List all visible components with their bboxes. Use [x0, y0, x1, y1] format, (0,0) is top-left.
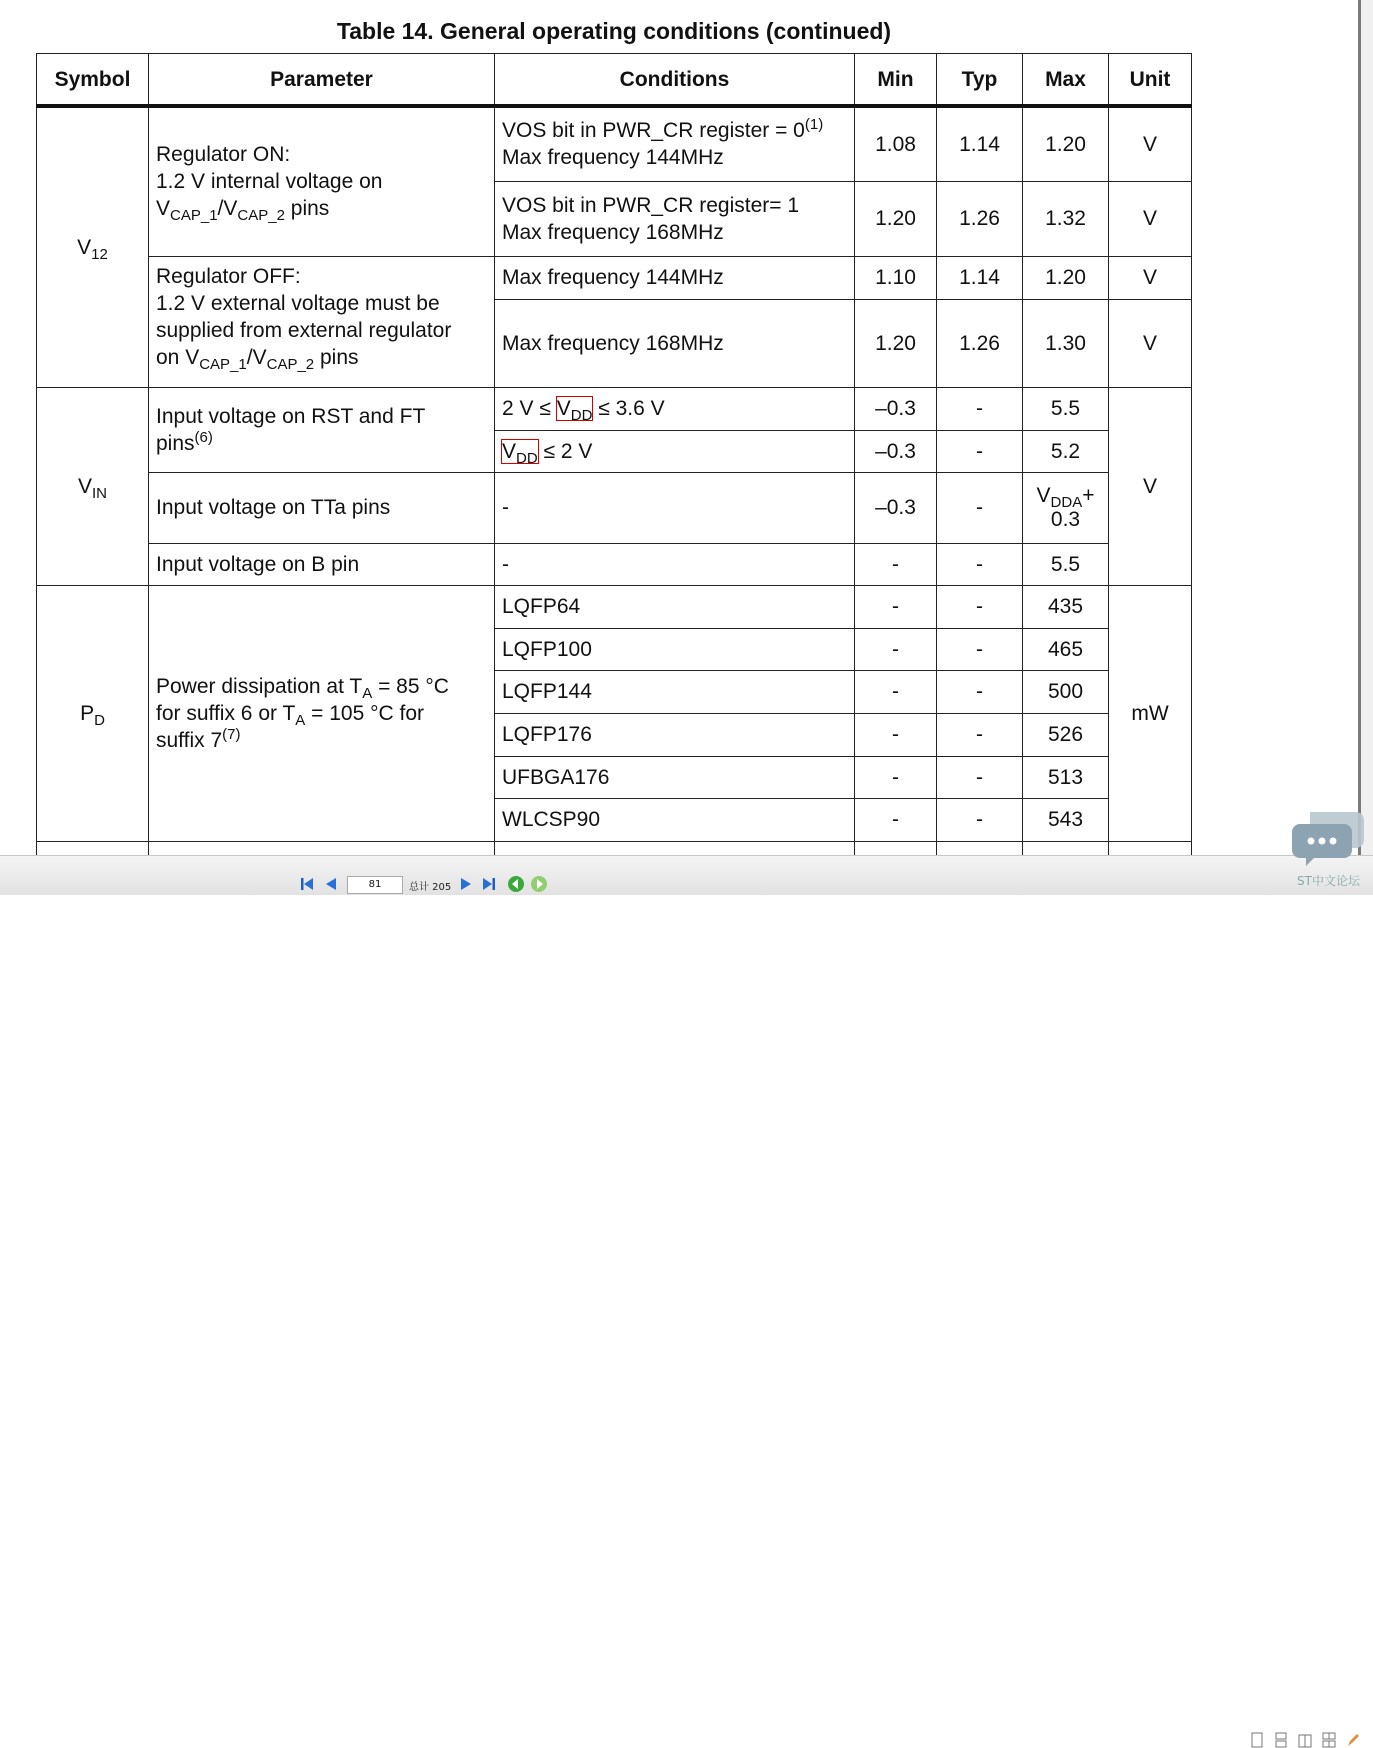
param-power-dissipation: Power dissipation at $T_A = 85$ °C for suffix 6 or $T_A = 105$ °C for suffix 7$^{(7)}$	[149, 585, 495, 841]
package-cell: LQFP176	[495, 713, 855, 756]
min-cell: 1.20	[855, 181, 937, 256]
param-tta: Input voltage on TTa pins	[149, 472, 495, 543]
package-cell: WLCSP90	[495, 798, 855, 841]
max-cell: 1.20	[1023, 256, 1109, 299]
typ-cell: -	[937, 585, 1023, 628]
single-page-icon[interactable]	[1250, 1732, 1264, 1748]
min-cell: -	[855, 543, 937, 585]
cond-cell: -	[495, 472, 855, 543]
unit-cell: V	[1109, 387, 1192, 585]
table-row	[37, 106, 1192, 181]
header-row	[37, 54, 1192, 107]
typ-cell: 1.26	[937, 181, 1023, 256]
table-row	[37, 256, 1192, 299]
package-cell: LQFP64	[495, 585, 855, 628]
typ-cell: -	[937, 430, 1023, 472]
prev-page-icon[interactable]	[322, 875, 340, 893]
forward-icon[interactable]	[530, 875, 548, 893]
max-cell: 465	[1023, 628, 1109, 670]
min-cell: –0.3	[855, 387, 937, 430]
vdd-highlight: $V_{DD}$	[502, 439, 538, 467]
max-cell: 1.20	[1023, 106, 1109, 181]
continuous-facing-icon[interactable]	[1322, 1732, 1336, 1748]
header-typ: Typ	[937, 54, 1023, 107]
min-cell: -	[855, 798, 937, 841]
unit-cell: V	[1109, 181, 1192, 256]
table-row	[37, 543, 1192, 585]
document-page	[0, 0, 1358, 855]
max-cell: 513	[1023, 756, 1109, 798]
param-rst-ft: Input voltage on RST and FT pins$^{(6)}$	[149, 387, 495, 472]
param-regulator-off: Regulator OFF: 1.2 V external voltage must be supplied from external regulator on $V_{CAP\_1}/V_{CAP\_2}$ pins	[149, 256, 495, 387]
typ-cell: -	[937, 387, 1023, 430]
cond-144mhz: Max frequency 144MHz	[495, 256, 855, 299]
min-cell: -	[855, 585, 937, 628]
typ-cell: -	[937, 713, 1023, 756]
max-cell: 5.5	[1023, 387, 1109, 430]
max-cell: $V_{DDA}+$ 0.3	[1023, 472, 1109, 543]
typ-cell: 1.26	[937, 299, 1023, 387]
typ-cell: -	[937, 543, 1023, 585]
cond-vdd-low: $V_{DD} \le 2$ V	[495, 430, 855, 472]
header-min: Min	[855, 54, 937, 107]
min-cell: –0.3	[855, 472, 937, 543]
unit-cell: V	[1109, 299, 1192, 387]
header-parameter: Parameter	[149, 54, 495, 107]
max-cell: 1.30	[1023, 299, 1109, 387]
min-cell: -	[855, 713, 937, 756]
cond-cell: -	[495, 543, 855, 585]
cond-vos0: VOS bit in PWR_CR register = $0^{(1)}$ Max frequency 144MHz	[495, 106, 855, 181]
forum-watermark: ST中文论坛	[1297, 874, 1360, 888]
table-row	[37, 585, 1192, 628]
min-cell: -	[855, 670, 937, 713]
min-cell: 1.10	[855, 256, 937, 299]
first-page-icon[interactable]	[298, 875, 316, 893]
min-cell: -	[855, 756, 937, 798]
chat-bubble-icon[interactable]	[1292, 810, 1364, 870]
page-number-input[interactable]: 81	[347, 876, 403, 894]
unit-cell: V	[1109, 256, 1192, 299]
viewer-toolbar	[0, 855, 1373, 895]
typ-cell: 1.14	[937, 256, 1023, 299]
cond-vdd-range: 2 $V \le V_{DD} \le 3.6$ V	[495, 387, 855, 430]
vdd-highlight: $V_{DD}$	[556, 397, 593, 425]
max-cell: 526	[1023, 713, 1109, 756]
header-symbol: Symbol	[37, 54, 149, 107]
table-title: Table 14. General operating conditions (continued)	[336, 18, 892, 44]
typ-cell: -	[937, 798, 1023, 841]
last-page-icon[interactable]	[480, 875, 498, 893]
symbol-vin: $V_{IN}$	[37, 387, 149, 585]
cond-168mhz: Max frequency 168MHz	[495, 299, 855, 387]
total-pages: 总计 205	[409, 882, 452, 893]
package-cell: LQFP100	[495, 628, 855, 670]
symbol-pd: $P_D$	[37, 585, 149, 841]
package-cell: UFBGA176	[495, 756, 855, 798]
min-cell: -	[855, 628, 937, 670]
table-row-cut-off	[37, 841, 1192, 855]
max-cell: 500	[1023, 670, 1109, 713]
param-regulator-on: Regulator ON: 1.2 V internal voltage on $V_{CAP\_1}/V_{CAP\_2}$ pins	[149, 106, 495, 256]
unit-cell: mW	[1109, 585, 1192, 841]
header-unit: Unit	[1109, 54, 1192, 107]
header-max: Max	[1023, 54, 1109, 107]
edit-icon[interactable]	[1346, 1732, 1360, 1748]
unit-cell: V	[1109, 106, 1192, 181]
typ-cell: -	[937, 472, 1023, 543]
min-cell: –0.3	[855, 430, 937, 472]
max-cell: 5.2	[1023, 430, 1109, 472]
max-cell: 543	[1023, 798, 1109, 841]
max-cell: 435	[1023, 585, 1109, 628]
typ-cell: -	[937, 628, 1023, 670]
max-cell: 5.5	[1023, 543, 1109, 585]
table-row	[37, 387, 1192, 430]
table-row	[37, 472, 1192, 543]
symbol-v12: $V_{12}$	[37, 106, 149, 387]
typ-cell: -	[937, 670, 1023, 713]
scroll-gutter[interactable]	[1361, 0, 1373, 855]
back-icon[interactable]	[507, 875, 525, 893]
param-b-pin: Input voltage on B pin	[149, 543, 495, 585]
facing-icon[interactable]	[1298, 1732, 1312, 1748]
min-cell: 1.20	[855, 299, 937, 387]
header-conditions: Conditions	[495, 54, 855, 107]
typ-cell: -	[937, 756, 1023, 798]
package-cell: LQFP144	[495, 670, 855, 713]
typ-cell: 1.14	[937, 106, 1023, 181]
continuous-icon[interactable]	[1274, 1732, 1288, 1748]
next-page-icon[interactable]	[457, 875, 475, 893]
operating-conditions-table	[36, 53, 1192, 855]
cond-vos1: VOS bit in PWR_CR register= 1 Max frequency 168MHz	[495, 181, 855, 256]
max-cell: 1.32	[1023, 181, 1109, 256]
min-cell: 1.08	[855, 106, 937, 181]
